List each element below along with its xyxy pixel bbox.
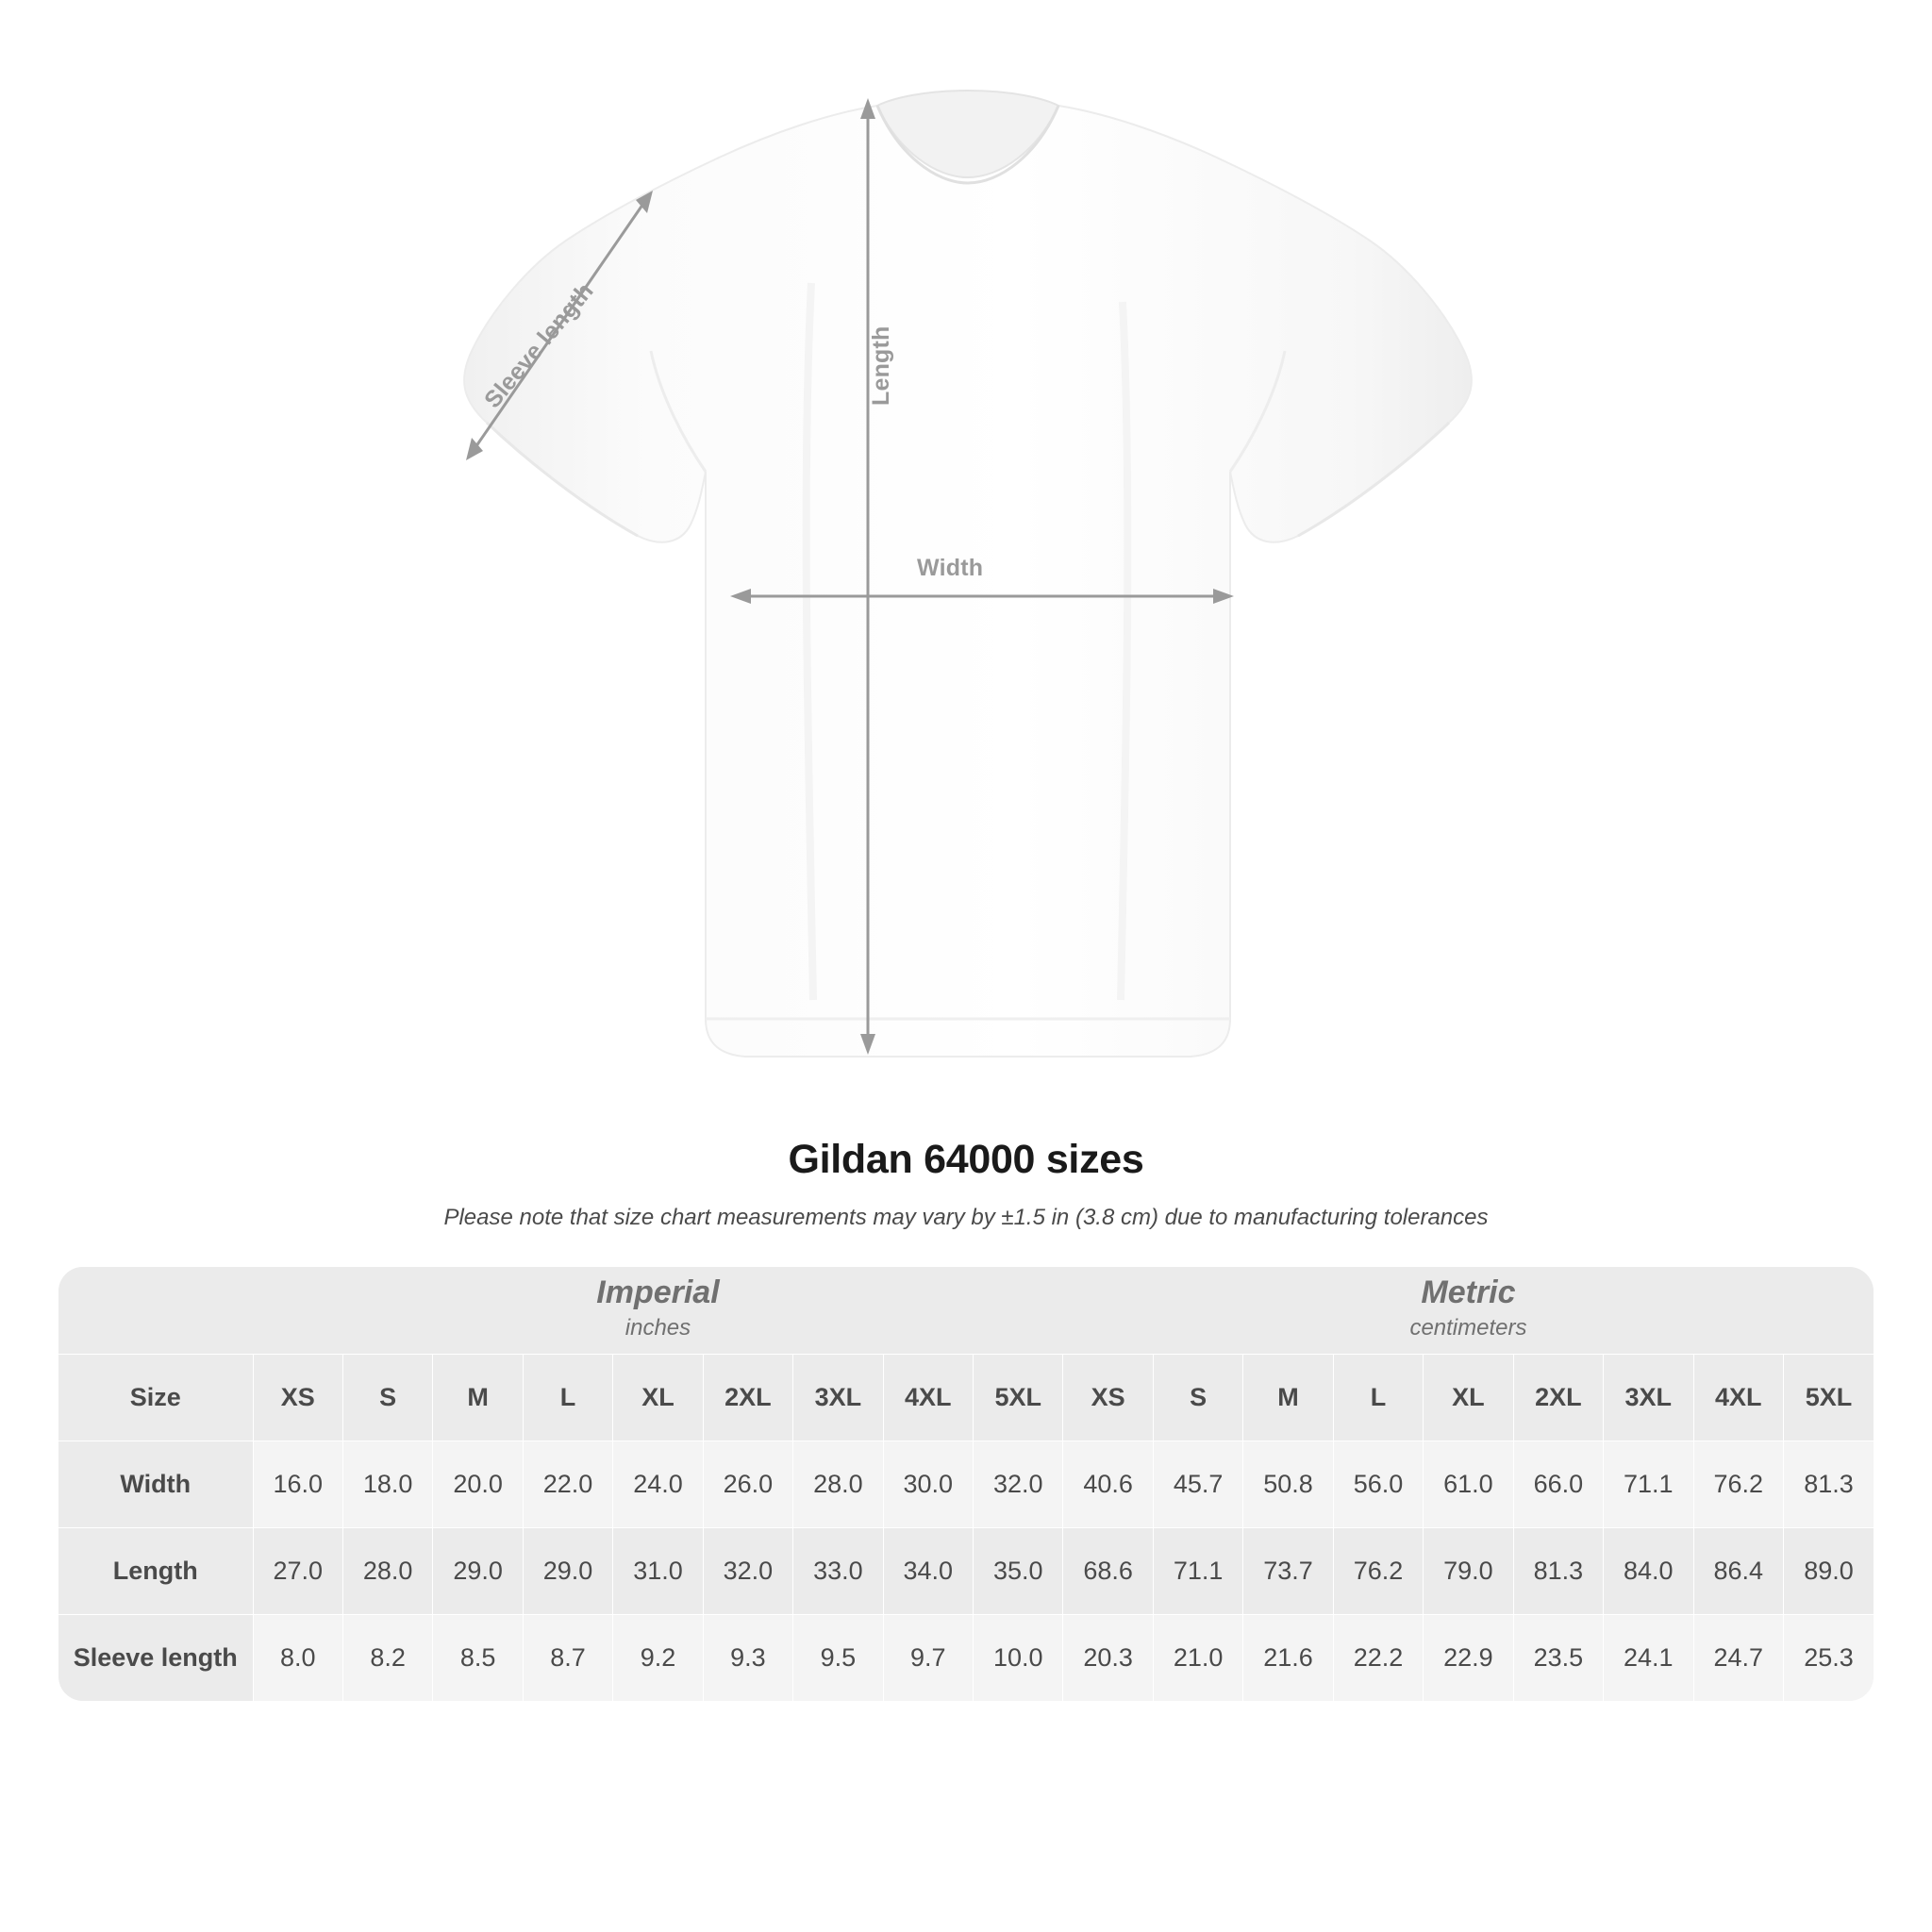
cell-length-2: 29.0	[433, 1527, 523, 1614]
cell-sleeve-11: 21.6	[1243, 1614, 1333, 1701]
cell-width-14: 66.0	[1513, 1441, 1603, 1527]
cell-width-15: 71.1	[1604, 1441, 1693, 1527]
cell-length-9: 68.6	[1063, 1527, 1153, 1614]
cell-width-7: 30.0	[883, 1441, 973, 1527]
cell-sleeve-5: 9.3	[703, 1614, 792, 1701]
size-col-17: 5XL	[1783, 1354, 1874, 1441]
cell-width-1: 18.0	[342, 1441, 432, 1527]
label-length: Length	[868, 325, 894, 406]
cell-length-16: 86.4	[1693, 1527, 1783, 1614]
unit-sub-metric: centimeters	[1409, 1315, 1527, 1341]
cell-sleeve-4: 9.2	[613, 1614, 703, 1701]
cell-sleeve-3: 8.7	[523, 1614, 612, 1701]
cell-width-9: 40.6	[1063, 1441, 1153, 1527]
cell-sleeve-0: 8.0	[253, 1614, 342, 1701]
cell-sleeve-6: 9.5	[793, 1614, 883, 1701]
size-table	[58, 1267, 1874, 1701]
cell-sleeve-17: 25.3	[1783, 1614, 1874, 1701]
cell-length-6: 33.0	[793, 1527, 883, 1614]
unit-corner-cell	[58, 1267, 253, 1354]
cell-length-11: 73.7	[1243, 1527, 1333, 1614]
cell-width-11: 50.8	[1243, 1441, 1333, 1527]
size-col-16: 4XL	[1693, 1354, 1783, 1441]
cell-width-12: 56.0	[1333, 1441, 1423, 1527]
row-label-length: Length	[58, 1527, 253, 1614]
cell-length-4: 31.0	[613, 1527, 703, 1614]
cell-width-13: 61.0	[1424, 1441, 1513, 1527]
cell-length-12: 76.2	[1333, 1527, 1423, 1614]
size-col-15: 3XL	[1604, 1354, 1693, 1441]
cell-sleeve-7: 9.7	[883, 1614, 973, 1701]
table-row	[58, 1614, 1874, 1701]
cell-sleeve-1: 8.2	[342, 1614, 432, 1701]
size-col-3: L	[523, 1354, 612, 1441]
size-col-12: L	[1333, 1354, 1423, 1441]
size-col-10: S	[1153, 1354, 1242, 1441]
row-label-sleeve-length: Sleeve length	[58, 1614, 253, 1701]
size-table-container	[58, 1267, 1874, 1701]
unit-header-metric	[1063, 1267, 1874, 1354]
table-row	[58, 1441, 1874, 1527]
size-col-8: 5XL	[974, 1354, 1063, 1441]
title-block	[0, 1137, 1932, 1231]
cell-sleeve-14: 23.5	[1513, 1614, 1603, 1701]
size-col-11: M	[1243, 1354, 1333, 1441]
cell-sleeve-8: 10.0	[974, 1614, 1063, 1701]
header-size: Size	[58, 1354, 253, 1441]
unit-header-imperial	[253, 1267, 1063, 1354]
cell-width-8: 32.0	[974, 1441, 1063, 1527]
size-col-14: 2XL	[1513, 1354, 1603, 1441]
cell-length-7: 34.0	[883, 1527, 973, 1614]
unit-sub-imperial: inches	[625, 1315, 691, 1341]
page-title: Gildan 64000 sizes	[788, 1137, 1144, 1182]
cell-length-13: 79.0	[1424, 1527, 1513, 1614]
cell-width-2: 20.0	[433, 1441, 523, 1527]
cell-width-0: 16.0	[253, 1441, 342, 1527]
size-header-row	[58, 1354, 1874, 1441]
tolerance-note: Please note that size chart measurements may vary by ±1.5 in (3.8 cm) due to manufacturing tolerances	[443, 1205, 1489, 1230]
cell-sleeve-2: 8.5	[433, 1614, 523, 1701]
label-width: Width	[917, 555, 984, 581]
size-col-5: 2XL	[703, 1354, 792, 1441]
label-sleeve-length: Sleeve length	[479, 277, 599, 413]
cell-sleeve-9: 20.3	[1063, 1614, 1153, 1701]
row-label-width: Width	[58, 1441, 253, 1527]
cell-length-17: 89.0	[1783, 1527, 1874, 1614]
cell-length-5: 32.0	[703, 1527, 792, 1614]
cell-length-15: 84.0	[1604, 1527, 1693, 1614]
cell-width-4: 24.0	[613, 1441, 703, 1527]
cell-length-0: 27.0	[253, 1527, 342, 1614]
unit-name-imperial: Imperial	[596, 1274, 720, 1311]
size-col-0: XS	[253, 1354, 342, 1441]
cell-sleeve-12: 22.2	[1333, 1614, 1423, 1701]
size-col-2: M	[433, 1354, 523, 1441]
cell-sleeve-15: 24.1	[1604, 1614, 1693, 1701]
size-col-7: 4XL	[883, 1354, 973, 1441]
cell-length-3: 29.0	[523, 1527, 612, 1614]
cell-width-16: 76.2	[1693, 1441, 1783, 1527]
size-col-13: XL	[1424, 1354, 1513, 1441]
cell-length-14: 81.3	[1513, 1527, 1603, 1614]
cell-width-10: 45.7	[1153, 1441, 1242, 1527]
table-row	[58, 1527, 1874, 1614]
size-col-1: S	[342, 1354, 432, 1441]
cell-width-3: 22.0	[523, 1441, 612, 1527]
size-col-4: XL	[613, 1354, 703, 1441]
unit-header-row	[58, 1267, 1874, 1354]
size-col-9: XS	[1063, 1354, 1153, 1441]
unit-name-metric: Metric	[1421, 1274, 1516, 1311]
cell-length-1: 28.0	[342, 1527, 432, 1614]
cell-sleeve-10: 21.0	[1153, 1614, 1242, 1701]
cell-width-17: 81.3	[1783, 1441, 1874, 1527]
size-col-6: 3XL	[793, 1354, 883, 1441]
cell-length-10: 71.1	[1153, 1527, 1242, 1614]
cell-sleeve-13: 22.9	[1424, 1614, 1513, 1701]
cell-sleeve-16: 24.7	[1693, 1614, 1783, 1701]
cell-width-5: 26.0	[703, 1441, 792, 1527]
cell-length-8: 35.0	[974, 1527, 1063, 1614]
cell-width-6: 28.0	[793, 1441, 883, 1527]
